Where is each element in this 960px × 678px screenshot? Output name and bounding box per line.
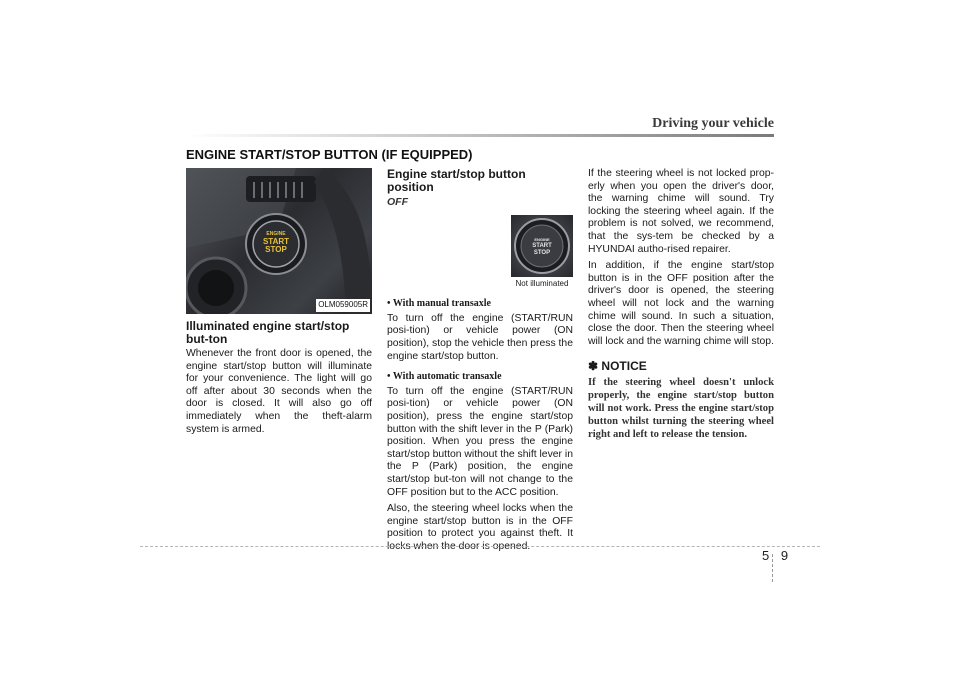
illuminated-body: Whenever the front door is opened, the engine start/stop button will illuminate for your convenience. The light will go off after about 30 seconds when the door is closed. It will also go off immediately when the theft-alarm system is armed. — [186, 348, 372, 435]
figure-caption: Not illuminated — [515, 278, 569, 288]
off-button-text-engine: ENGINE — [534, 236, 550, 242]
header-rule — [186, 134, 774, 137]
position-heading: Engine start/stop button position — [387, 167, 526, 194]
column-1 — [186, 168, 372, 440]
off-figure — [511, 215, 573, 291]
illuminated-heading: Illuminated engine start/stop but-ton — [186, 319, 350, 346]
off-button-text-stop: STOP — [533, 249, 551, 256]
not-illuminated-button-photo — [511, 215, 573, 277]
button-text-stop: STOP — [265, 245, 287, 254]
page-number — [762, 548, 788, 563]
off-position-paragraph: In addition, if the engine start/stop button is in the OFF position after the driver's door is opened, the steering wheel will not lock and the warning chime will sound. In such a situation, close the door. Then the steering wheel will lock and the warning chime will stop. — [588, 260, 774, 347]
steering-lock-body: Also, the steering wheel locks when the engine start/stop button is in the OFF position to protect you against theft. It locks when the door is opened. — [387, 503, 573, 552]
start-stop-button-label — [256, 230, 296, 254]
column-2 — [387, 168, 573, 557]
off-button-text-start: START — [532, 242, 552, 249]
page-number-value: 9 — [780, 548, 789, 563]
steering-wheel-paragraph: If the steering wheel is not locked prop-erly when you open the driver's door, the warning chime will sound. Try locking the steering wheel again. If the problem is not solved, we recommend, that the sys-tem be checked by a HYUNDAI autho-rised repairer. — [588, 168, 774, 255]
column-3 — [588, 168, 774, 441]
manual-transaxle-heading: • With manual transaxle — [387, 298, 491, 310]
page-number-divider — [772, 554, 773, 582]
illuminated-button-photo — [186, 168, 372, 314]
off-button-label — [526, 236, 558, 257]
footer-rule — [140, 546, 820, 547]
notice-body: If the steering wheel doesn't unlock properly, the engine start/stop button will not work. Press the engine start/stop button whilst turning the steering wheel right and left to release the tension. — [588, 376, 774, 440]
running-header: Driving your vehicle — [652, 116, 774, 131]
automatic-transaxle-heading: • With automatic transaxle — [387, 371, 502, 383]
notice-icon: ✽ — [588, 359, 599, 374]
notice-title-text: NOTICE — [601, 359, 647, 374]
notice-title — [588, 360, 774, 373]
button-text-engine: ENGINE — [266, 231, 286, 237]
chapter-number: 5 — [762, 548, 770, 563]
off-label: OFF — [387, 196, 408, 208]
section-title: ENGINE START/STOP BUTTON (IF EQUIPPED) — [186, 147, 473, 162]
manual-transaxle-body: To turn off the engine (START/RUN posi-tion) or vehicle power (ON position), stop the vehicle then press the engine start/stop button. — [387, 312, 573, 362]
figure-code: OLM059005R — [316, 299, 370, 312]
automatic-transaxle-body: To turn off the engine (START/RUN posi-tion) or vehicle power (ON position), press the engine start/stop button with the shift lever in the P (Park) position. When you press the engine start/stop button without the shift lever in the P (Park) position, the engine start/stop but-ton will not change to the OFF position but to the ACC position. — [387, 385, 573, 498]
button-text-start: START — [262, 237, 290, 246]
